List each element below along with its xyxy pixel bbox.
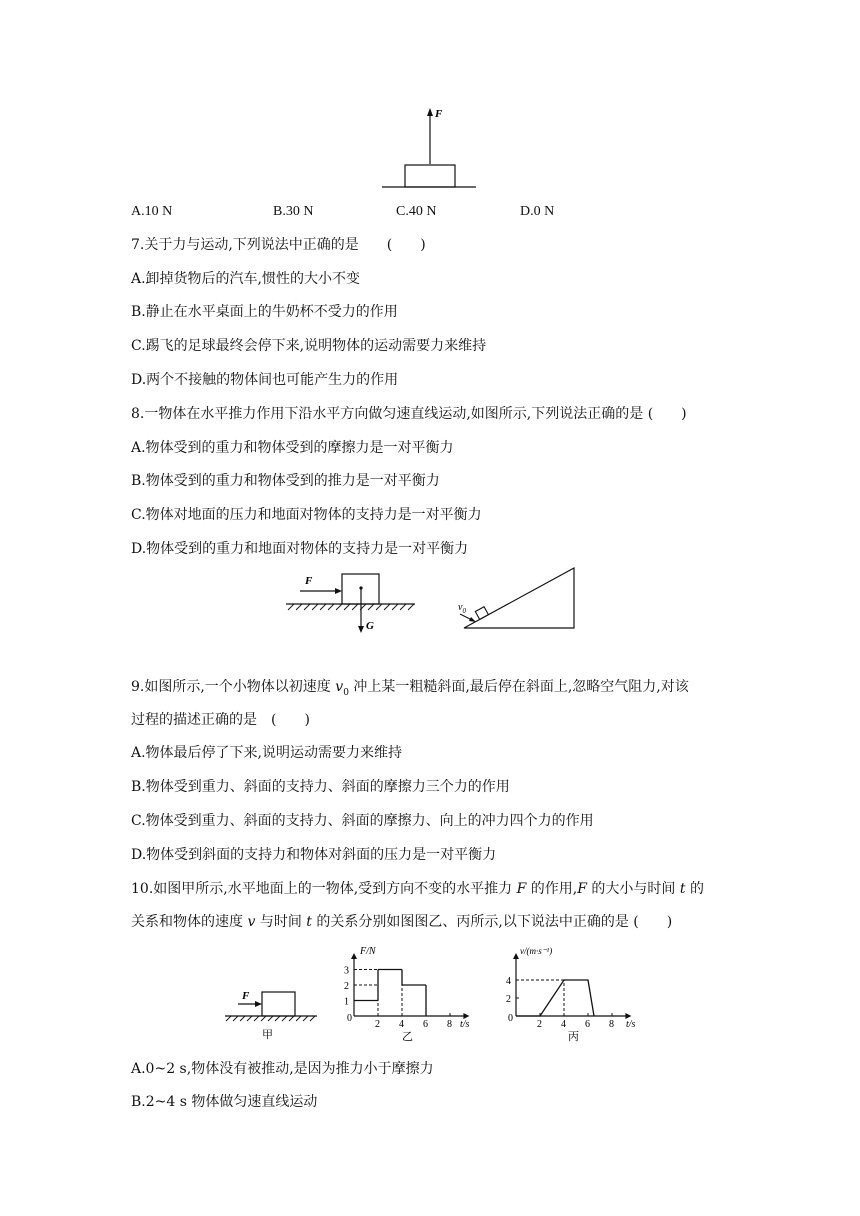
q7-option-a: A.卸掉货物后的汽车,惯性的大小不变 [131, 271, 361, 287]
yi-caption: 乙 [402, 1031, 413, 1043]
bing-y-arrow [513, 953, 519, 959]
q8-force-label: F [305, 575, 313, 587]
q10-option-a: A.0~2 s,物体没有被推动,是因为推力小于摩擦力 [131, 1061, 434, 1077]
q9-option-a: A.物体最后停了下来,说明运动需要力来维持 [131, 745, 403, 761]
q10-fig-jia [222, 980, 322, 1042]
yi-xlabel: t/s [460, 1019, 470, 1030]
jia-block [262, 992, 295, 1016]
bing-xtick-label-2: 2 [537, 1019, 542, 1030]
q8-option-b: B.物体受到的重力和物体受到的推力是一对平衡力 [131, 473, 440, 489]
yi-xtick-label-6: 6 [423, 1019, 428, 1030]
q6-figure [380, 104, 480, 190]
q9-v0-label: $v_0$ [458, 602, 466, 615]
q6-option-d: D.0 N [520, 204, 555, 219]
q7-option-c: C.踢飞的足球最终会停下来,说明物体的运动需要力来维持 [131, 338, 487, 354]
bing-xtick-label-8: 8 [609, 1019, 614, 1030]
q10-option-b: B.2~4 s 物体做匀速直线运动 [131, 1094, 318, 1110]
q7-stem: 7.关于力与运动,下列说法中正确的是 ( ) [131, 237, 426, 253]
q8-option-a: A.物体受到的重力和物体受到的摩擦力是一对平衡力 [131, 440, 454, 456]
bing-velocity-line [516, 980, 594, 1016]
q8-gravity-label: G [366, 620, 374, 632]
bing-caption: 丙 [568, 1031, 579, 1043]
q10-fig-yi-chart [334, 940, 484, 1044]
yi-ylabel: F/N [360, 946, 376, 957]
q7-option-b: B.静止在水平桌面上的牛奶杯不受力的作用 [131, 304, 398, 320]
yi-ytick-label-3: 3 [344, 965, 349, 977]
bing-xtick-label-4: 4 [561, 1019, 566, 1030]
bing-ylabel: v/(m·s⁻¹) [520, 946, 553, 956]
yi-y-arrow [351, 953, 357, 959]
q7-option-d: D.两个不接触的物体间也可能产生力的作用 [131, 372, 399, 388]
q9-option-d: D.物体受到斜面的支持力和物体对斜面的压力是一对平衡力 [131, 847, 497, 863]
q9-stem-line2: 过程的描述正确的是 ( ) [131, 712, 310, 728]
bing-origin: 0 [508, 1013, 513, 1024]
q6-block [405, 165, 455, 187]
q6-option-c: C.40 N [396, 204, 437, 219]
yi-ytick-label-1: 1 [344, 996, 349, 1008]
q6-force-label: F [435, 108, 443, 120]
q9-option-b: B.物体受到重力、斜面的支持力、斜面的摩擦力三个力的作用 [131, 779, 510, 795]
yi-ytick-label-2: 2 [344, 981, 349, 992]
q10-stem-line2: 关系和物体的速度 v 与时间 t 的关系分别如图图乙、丙所示,以下说法中正确的是 ( ) [131, 914, 673, 930]
q9-stem-line1: 9.如图所示,一个小物体以初速度 $v_0$ 冲上某一粗糙斜面,最后停在斜面上,忽略空气阻力,对该 [131, 679, 689, 698]
yi-xtick-label-8: 8 [447, 1019, 452, 1030]
bing-ytick-label-4: 4 [506, 976, 511, 987]
q8-option-c: C.物体对地面的压力和地面对物体的支持力是一对平衡力 [131, 507, 482, 523]
q10-stem-line1: 10.如图甲所示,水平地面上的一物体,受到方向不变的水平推力 F 的作用,F 的大小与时间 t 的 [131, 881, 704, 897]
bing-ytick-label-2: 2 [506, 994, 511, 1005]
bing-xlabel: t/s [626, 1019, 636, 1030]
yi-xtick-label-4: 4 [399, 1019, 404, 1030]
q8-option-d: D.物体受到的重力和地面对物体的支持力是一对平衡力 [131, 541, 469, 557]
q6-option-b: B.30 N [273, 204, 314, 219]
q6-option-a: A.10 N [131, 204, 173, 219]
q9-incline-figure [452, 564, 582, 632]
jia-caption: 甲 [262, 1029, 273, 1041]
bing-xtick-label-6: 6 [585, 1019, 590, 1030]
yi-origin: 0 [347, 1013, 352, 1024]
q10-fig-bing-chart [502, 940, 652, 1044]
q8-stem: 8.一物体在水平推力作用下沿水平方向做匀速直线运动,如图所示,下列说法正确的是 ( ) [131, 406, 687, 422]
yi-xtick-label-2: 2 [375, 1019, 380, 1030]
q8-figure [280, 566, 420, 638]
jia-force-label: F [242, 990, 250, 1002]
q9-option-c: C.物体受到重力、斜面的支持力、斜面的摩擦力、向上的冲力四个力的作用 [131, 813, 594, 829]
